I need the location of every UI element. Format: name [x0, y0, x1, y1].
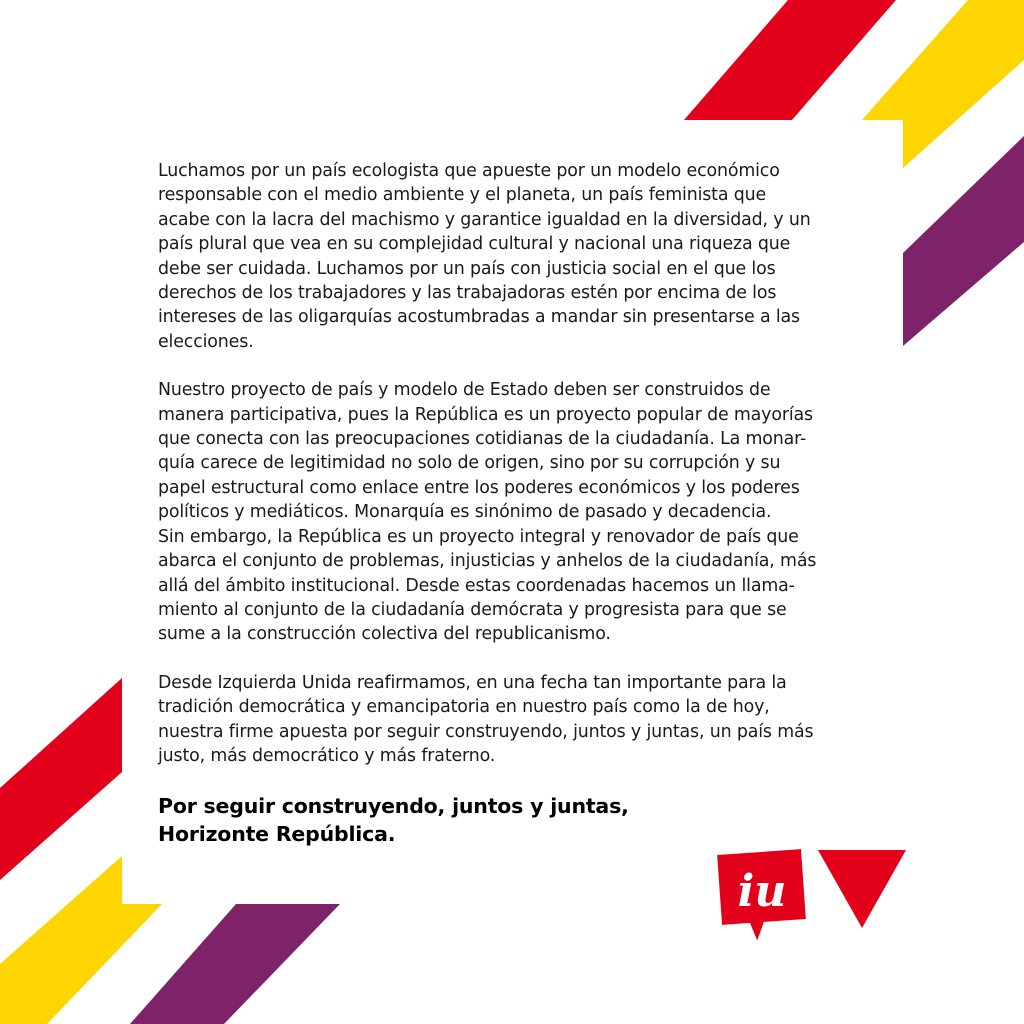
paragraph-1: Luchamos por un país ecologista que apueste por un modelo económico responsable con el medio ambiente y el planeta, un país feminista que acabe con la lacra del machismo y garantice igualdad en la diversidad, y un país plural que vea en su complejidad cultural y nacional una riqueza que debe ser cuidada. Luchamos por un país con justicia social en el que los derechos de los trabajadores y las trabajadoras estén por encima de los intereses de las oligarquías acostumbradas a mandar sin presentarse a las elecciones.	[158, 161, 811, 352]
iu-logo-mark: iu	[737, 866, 787, 917]
stripe-red-top-right	[684, 0, 896, 120]
iu-logo	[714, 848, 810, 942]
manifesto-text	[158, 159, 878, 848]
stripe-yellow-top-right	[862, 0, 1024, 168]
paragraph-2: Nuestro proyecto de país y modelo de Estado deben ser construidos de manera participativa, pues la República es un proyecto popular de mayorías que conecta con las preocupaciones cotidianas de la ciudadanía. La monar- quía carece de legitimidad no solo de origen, sino por su corrupción y su papel estructural como enlace entre los poderes económicos y los poderes políticos y mediáticos. Monarquía es sinónimo de pasado y decadencia. Sin embargo, la República es un proyecto integral y renovador de país que abarca el conjunto de problemas, injusticias y anhelos de la ciudadanía, más allá del ámbito institucional. Desde estas coordenadas hacemos un llama- miento al conjunto de la ciudadanía demócrata y progresista para que se sume a la construcción colectiva del republicanismo.	[158, 380, 817, 645]
stripe-red-bottom-left	[0, 678, 122, 880]
paragraph-3: Desde Izquierda Unida reafirmamos, en una fecha tan importante para la tradición democrática y emancipatoria en nuestro país como la de hoy, nuestra firme apuesta por seguir construyendo, juntos y juntas, un país más justo, más democrático y más fraterno.	[158, 672, 814, 766]
red-triangle-icon	[818, 850, 906, 930]
stripe-purple-top-right	[903, 136, 1024, 346]
stripe-purple-bottom-left	[130, 904, 340, 1024]
closing-slogan: Por seguir construyendo, juntos y juntas, Horizonte República.	[158, 794, 629, 847]
stripe-yellow-bottom-left	[0, 856, 162, 1024]
